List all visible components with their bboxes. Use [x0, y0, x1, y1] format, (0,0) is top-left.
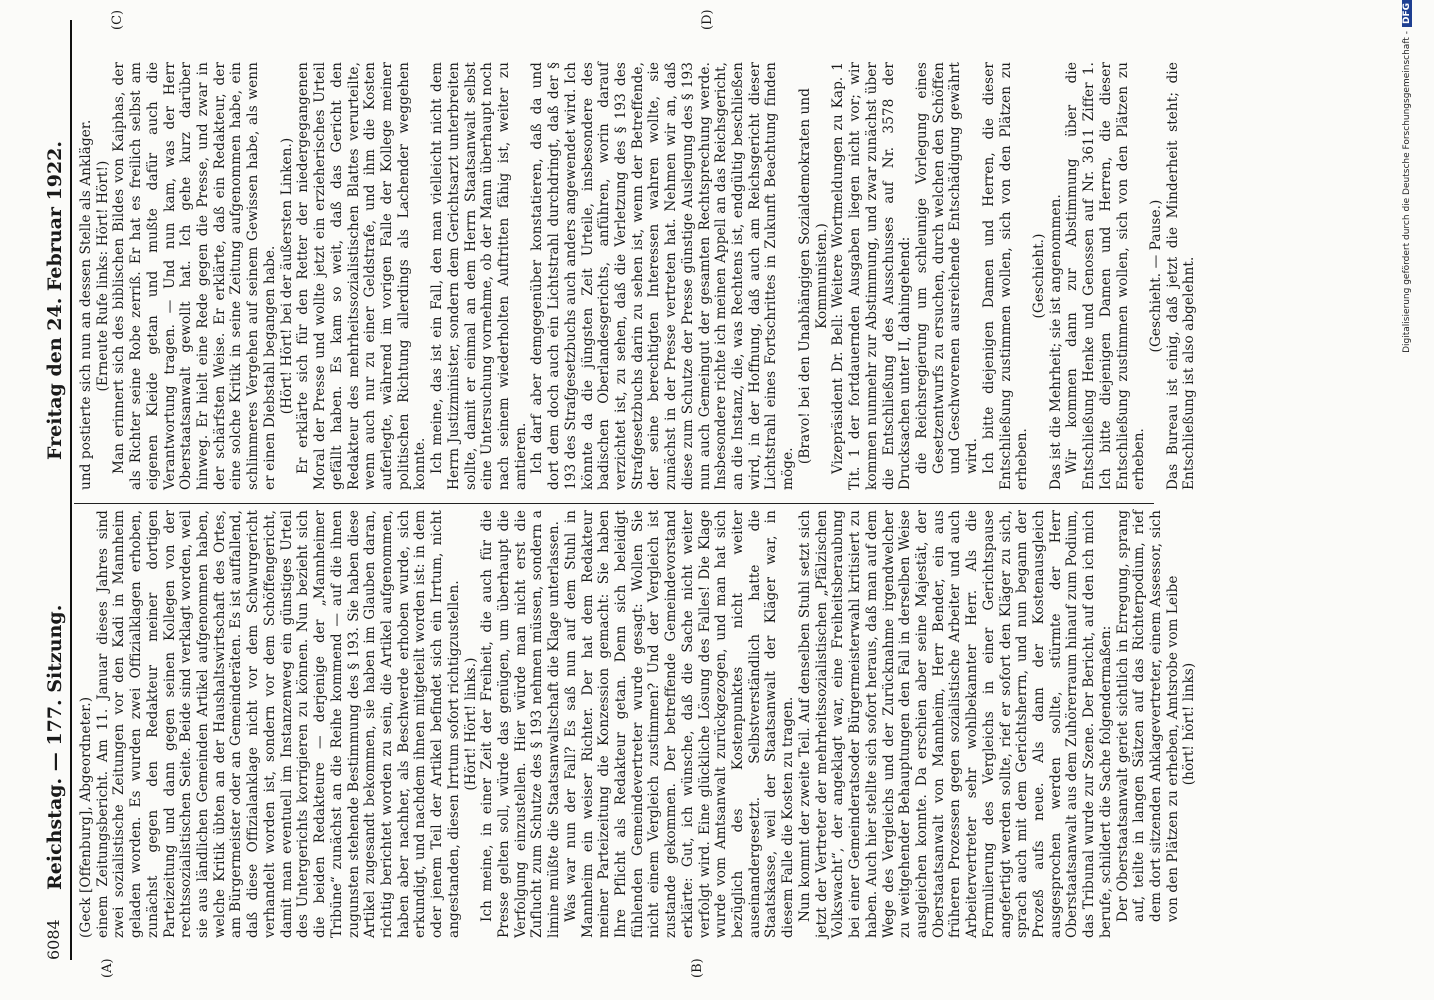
- interjection: (Erneute Rufe links: Hört! Hört!): [94, 160, 111, 392]
- interjection: (Geschieht. — Pause.): [1148, 199, 1164, 353]
- margin-letter-c: (C): [110, 9, 125, 30]
- header-rule: [70, 20, 72, 960]
- paragraph: Ich meine, das ist ein Fall, den man vielleicht nicht dem Herrn Justizminister, sondern dem Gerichtsarzt unterbreiten sollte, damit er einmal an dem Herrn Staatsanwalt selbst eine Untersuchung vornehme, ob der Mann überhaupt noch nach seinem wiederholten Auftritten fähig ist, weiter zu amtieren.: [429, 62, 529, 490]
- session-title: Reichstag. — 177. Sitzung.: [44, 604, 66, 890]
- paragraph: einem Zeitungsbericht. Am 11. Januar dieses Jahres sind zwei sozialistische Zeitungen vor den Kadi in Mannheim geladen worden. Es wurden zwei Offizialklagen erhoben, zunächst gegen den Redakteur meiner dortigen Parteizeitung und dann gegen seinen Kollegen von der rechtssozialistischen Seite. Beide sind verklagt worden, weil sie aus ländlichen Gemeinden Artikel aufgenommen haben, welche Kritik übten an der Haushaltswirtschaft des Ortes, am Bürgermeister oder an Gemeinderäten. Es ist auffallend, daß diese Offizialanklage nicht vor dem Schwurgericht verhandelt worden ist, sondern vor dem Schöffengericht, damit man eventuell im Instanzenweg ein günstiges Urteil des Untergerichts korrigieren zu können. Nun bezieht sich die beiden Redakteure — derjenige der „Mannheimer Tribüne“ zunächst an die Reihe kommend — auf die ihnen zugunsten stehende Bestimmung des § 193. Sie haben diese Artikel zugesandt bekommen, sie haben im Glauben daran, richtig berichtet worden zu sein, die Artikel aufgenommen, haben aber nachher, als Beschwerde erhoben wurde, sich erkundigt, und nachdem ihnen mitgeteilt worden ist: in dem oder jenem Teil der Artikel befindet sich ein Irrtum, nicht angestanden, diesen Irrtum sofort richtigzustellen.: [94, 510, 462, 938]
- margin-letter-a: (A): [100, 958, 115, 978]
- interjection: (Geschieht.): [1030, 233, 1047, 319]
- paragraph: Vizepräsident Dr. Bell: Weitere Wortmeldungen zu Kap. 1 Tit. 1 der fortdauernden Ausgaben liegen nicht vor; wir kommen nunmehr zur Abstimmung, und zwar zunächst über die Entschließung des Ausschusses auf Nr. 3578 der Drucksachen unter II, dahingehend:: [830, 62, 914, 490]
- session-date: Freitag den 24. Februar 1922.: [44, 140, 66, 460]
- interjection: (Bravo! bei den Unabhängigen Sozialdemokraten und Kommunisten.): [796, 87, 830, 465]
- paragraph: Ich darf aber demgegenüber konstatieren, daß da und dort dem doch auch ein Lichtstrahl durchdringt, daß der § 193 des Strafgesetzbuchs auch anders angewendet wird. Ich könnte da die jüngsten Zeit Urteile, insbesondere des badischen Oberlandesgerichts, anführen, worin darauf verzichtet ist, zu sehen, daß die Verletzung des § 193 des Strafgesetzbuchs darin zu sehen ist, wenn der Betreffende, der seine berechtigten Interessen wahren wollte, sie zunächst in der Presse vertreten hat. Nehmen wir an, daß diese zum Schutze der Presse günstige Auslegung des § 193 nun auch Gemeingut der gesamten Rechtsprechung werde. Insbesondere richte ich meinen Appell an das Reichsgericht, an die Instanz, die, was Rechtens ist, endgültig beschließen wird, in der Hoffnung, daß auch am Reichsgericht dieser Lichtstrahl eines Fortschrittes in Zukunft Beachtung finden möge.: [529, 62, 797, 490]
- margin-letter-d: (D): [700, 9, 715, 30]
- quoted-paragraph: die Reichsregierung um schleunige Vorlegung eines Gesetzentwurfs zu ersuchen, durch welchen den Schöffen und Geschworenen ausreichende Entschädigung gewährt wird.: [913, 62, 981, 474]
- paragraph: Man erinnert sich des biblischen Bildes von Kaiphas, der als Richter seine Robe zerriß. Er hat es freilich selbst am eigenen Kleide getan und mußte dafür auch die Verantwortung tragen. — Und nun kam, was der Herr Oberstaatsanwalt gewollt hat. Ich gehe kurz darüber hinweg. Er hielt eine Rede gegen die Presse, und zwar in der schärfsten Weise. Er erklärte, daß ein Redakteur, der eine solche Kritik in seine Zeitung aufgenommen habe, ein schlimmeres Vergehen auf seinem Gewissen habe, als wenn er einen Diebstahl begangen habe.: [111, 62, 278, 490]
- interjection: (Hört! Hört! links.): [462, 657, 479, 791]
- paragraph: Das Bureau ist einig, daß jetzt die Minderheit steht; die Entschließung ist also abgelehnt.: [1164, 62, 1198, 490]
- paragraph: und postierte sich nun an dessen Stelle als Ankläger.: [78, 119, 94, 490]
- paragraph: Ich meine, in einer Zeit der Freiheit, die auch für die Presse gelten soll, würde das genügen, um überhaupt die Verfolgung einzustellen. Hier würde man nicht erst die Zuflucht zum Schutze des § 193 nehmen müssen, sondern a limine müßte die Staatsanwaltschaft die Klage unterlassen.: [479, 510, 563, 938]
- interjection: (Hört! Hört! bei der äußersten Linken.): [278, 137, 295, 415]
- paragraph: Nun kommt der zweite Teil. Auf denselben Stuhl setzt sich jetzt der Vertreter der mehrheitssozialistischen „Pfälzischen Volkswacht“, der angeklagt war, eine Freiheitsberaubung bei einer Gemeinderatsoder Bürgermeisterwahl kritisiert zu haben. Auch hier stellte sich sofort heraus, daß man auf dem Wege des Vergleichs und der Zurücknahme irgendwelcher zu weitgehender Behauptungen den Fall in derselben Weise ausgleichen konnte. Da erschien aber seine Majestät, der Oberstaatsanwalt von Mannheim, Herr Bender, ein aus früheren Prozessen gegen sozialistische Arbeiter und auch Arbeitervertreter sehr wohlbekannter Herr. Als die Formulierung des Vergleichs in einer Gerichtspause angefertigt werden sollte, rief er sofort den Kläger zu sich, sprach auch mit dem Gerichtsherrn, und nun begann der Prozeß aufs neue. Als dann der Kostenausgleich ausgesprochen werden sollte, stürmte der Herr Oberstaatsanwalt aus dem Zuhörerraum hinauf zum Podium, das Tribunal wurde zur Szene. Der Bericht, auf den ich mich berufe, schildert die Sache folgendermaßen:: [796, 510, 1114, 938]
- paragraph: Was war nun der Fall? Es saß nun auf dem Stuhl in Mannheim ein weiser Richter. Der hat dem Redakteur meiner Parteizeitung die Konzession gemacht: Sie haben Ihre Pflicht als Redakteur getan. Denn sich beleidigt fühlenden Gemeindevertreter wurde gesagt: Wollen Sie nicht einem Vergleich zustimmen? Und der Vergleich ist zustande gekommen. Der betreffende Gemeindevorstand erklärte: Gut, ich wünsche, daß die Sache nicht weiter verfolgt wird. Eine glückliche Lösung des Falles! Die Klage wurde vom Amtsanwalt zurückgezogen, und man hat sich bezüglich des Kostenpunktes nicht weiter auseinandergesetzt. Selbstverständlich hatte die Staatskasse, weil der Staatsanwalt der Kläger war, in diesem Falle die Kosten zu tragen.: [562, 510, 797, 938]
- interjection: (hört! hört! links): [1181, 662, 1198, 786]
- left-text-column: [78, 510, 1198, 938]
- page-number: 6084: [44, 919, 63, 960]
- speaker-line: (Geck [Offenburg], Abgeordneter.): [78, 696, 94, 938]
- quoted-paragraph: Der Oberstaatsanwalt geriet sichtlich in Erregung, sprang auf, teilte in langen Sätzen auf das Richterpodium, rief dem dort sitzenden Anklagevertreter, einem Assessor, sich von den Plätzen zu erheben, Amtsrobe vom Leibe: [1114, 510, 1181, 922]
- right-text-column: [78, 62, 1198, 490]
- paragraph: Ich bitte diejenigen Damen und Herren, die dieser Entschließung zustimmen wollen, sich von den Plätzen zu erheben.: [980, 62, 1031, 490]
- credit-text: Digitalisierung gefördert durch die Deutsche Forschungsgemeinschaft -: [1402, 31, 1412, 353]
- paragraph: Das ist die Mehrheit; sie ist angenommen.: [1047, 194, 1064, 490]
- paragraph: Er erklärte sich für den Retter der niedergegangenen Moral der Presse und wollte jetzt ein erzieherisches Urteil gefällt haben. Es kam so weit, daß das Gericht den Redakteur des mehrheitssozialistischen Blattes verurteilte, wenn auch nur zu einer Geldstrafe, und ihm die Kosten auferlegte, während im vorigen Falle der Kollege meiner politischen Richtung allerdings als Lachender weggehen konnte.: [295, 62, 429, 490]
- dfg-logo: DFG: [1402, 0, 1412, 27]
- digitization-credit: [1402, 0, 1412, 580]
- paragraph: Wir kommen dann zur Abstimmung über die Entschließung Henke und Genossen auf Nr. 3611 Ziffer 1. Ich bitte diejenigen Damen und Herren, die dieser Entschließung zustimmen wollen, sich von den Plätzen zu erheben.: [1064, 62, 1148, 490]
- margin-letter-b: (B): [690, 958, 705, 978]
- column-divider: [74, 503, 1154, 504]
